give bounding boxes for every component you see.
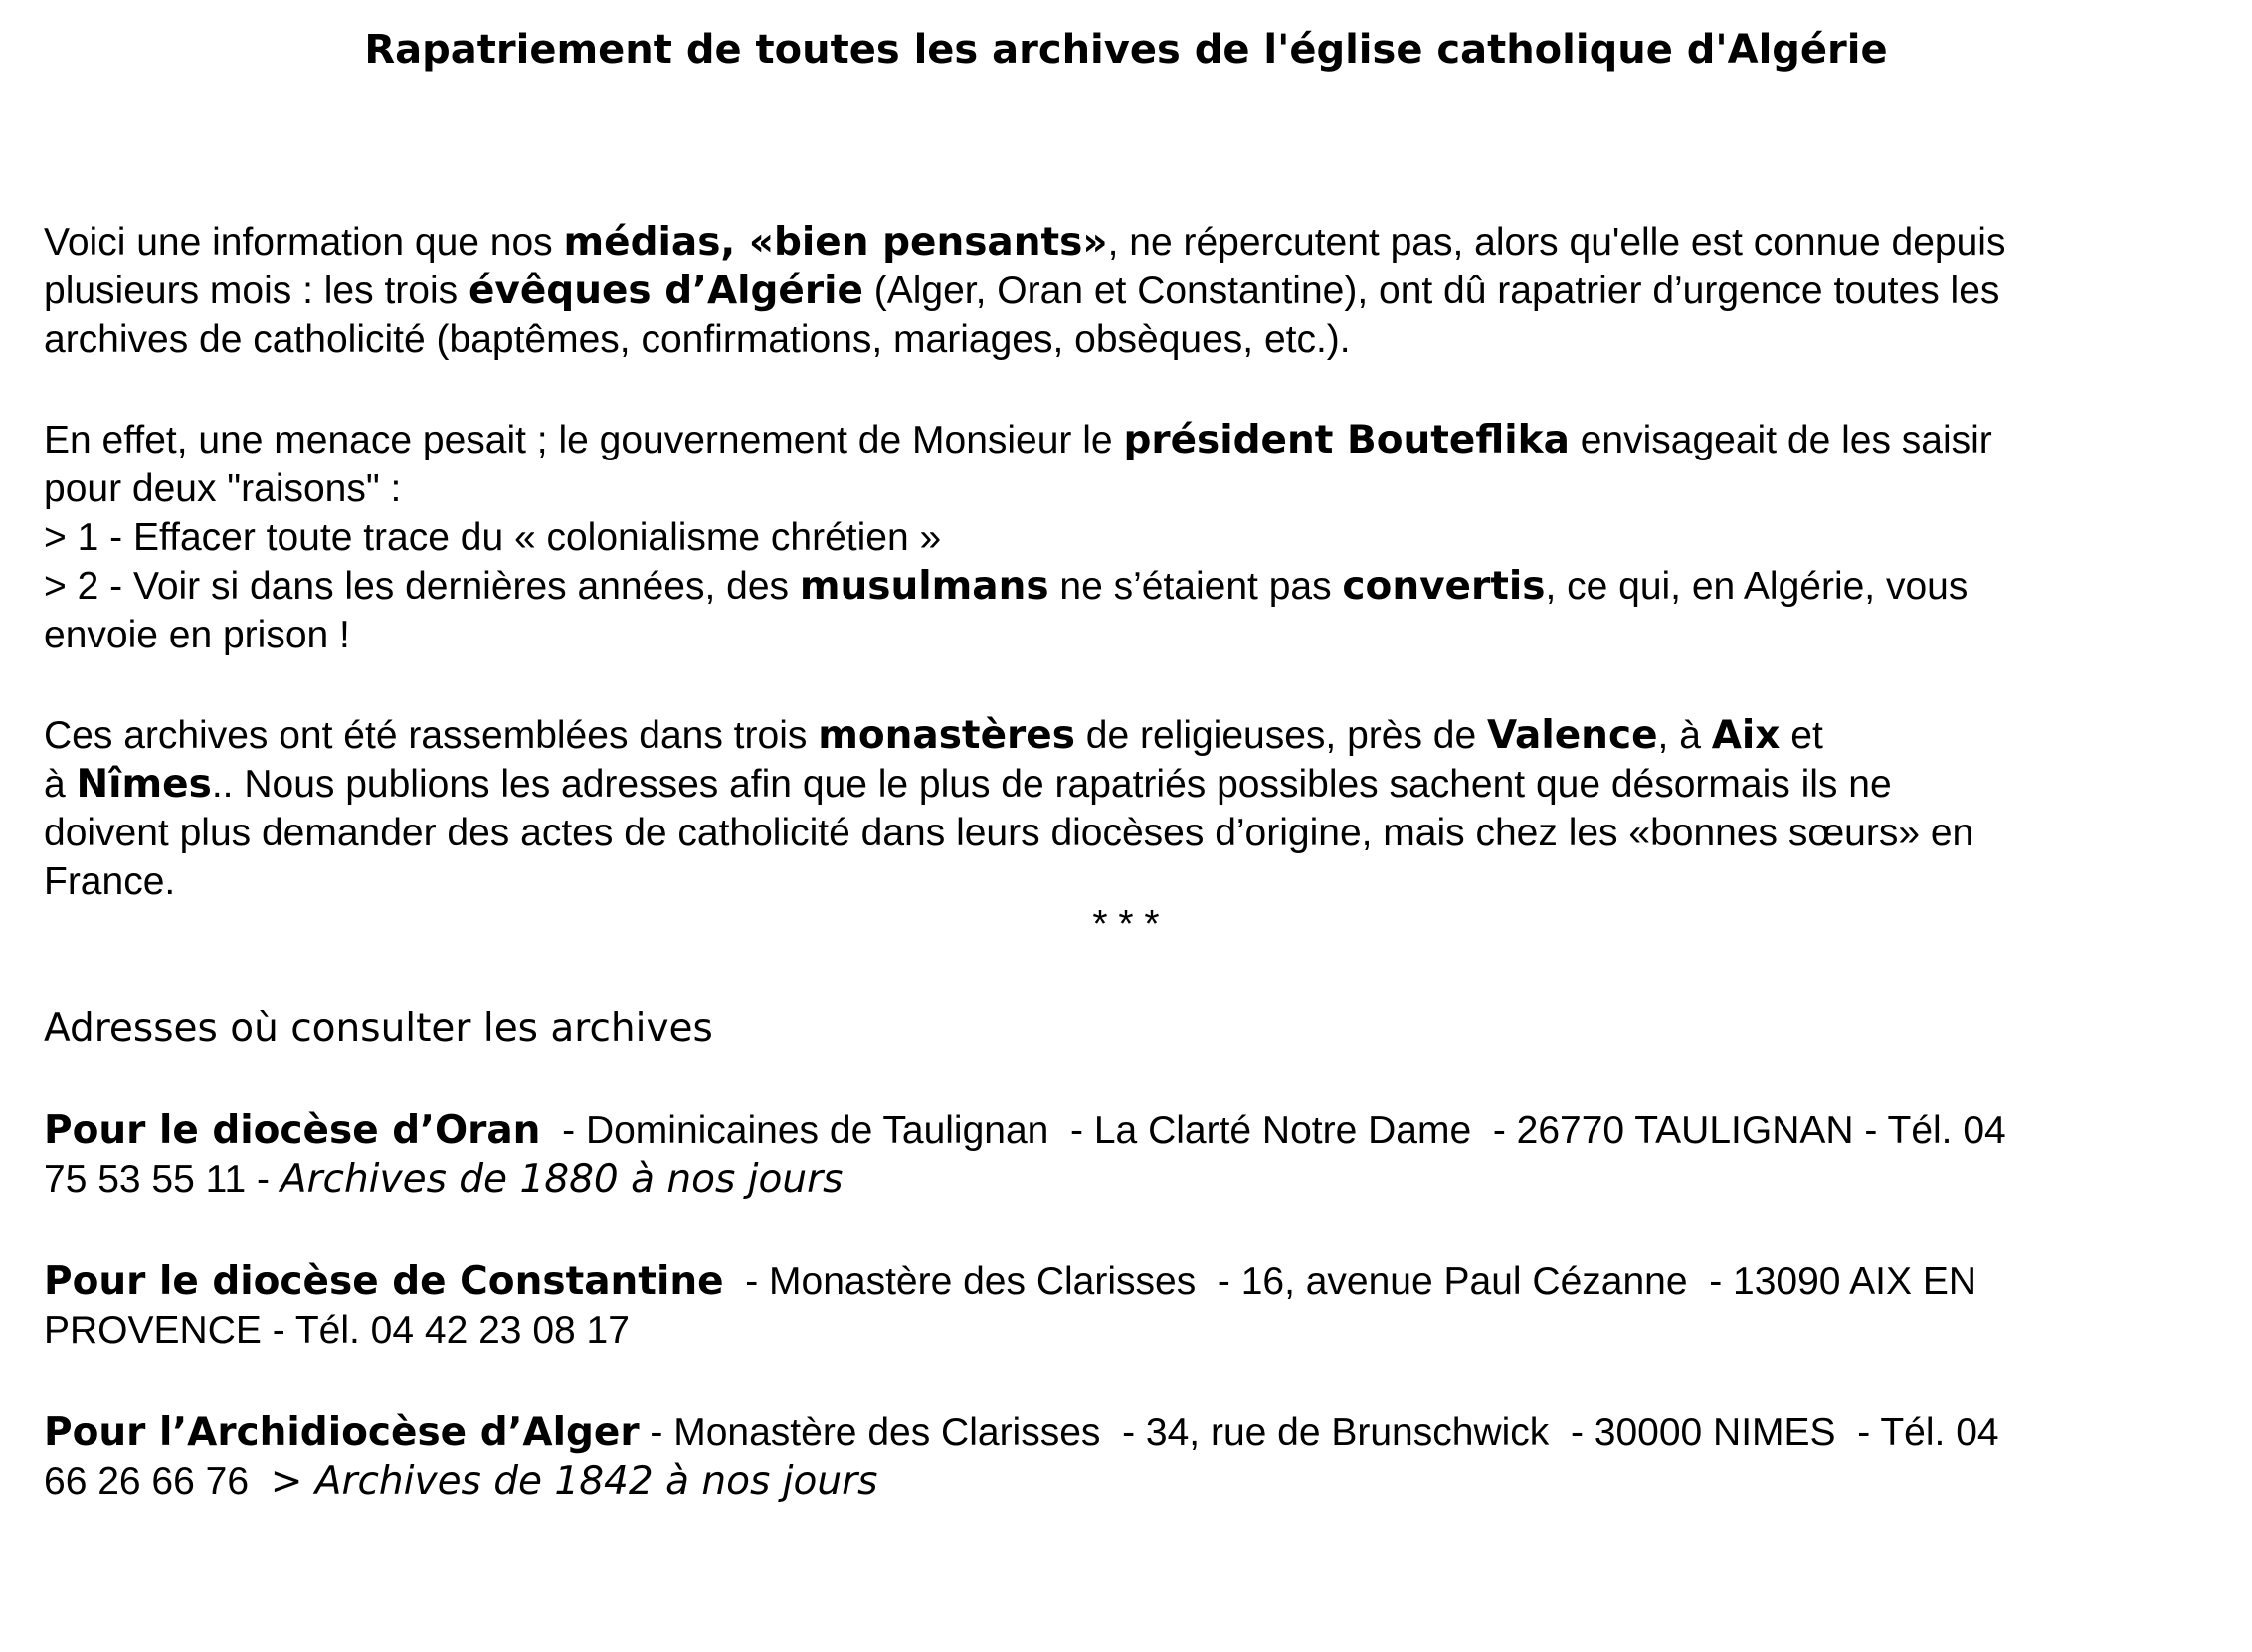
text-line (44, 416, 2222, 464)
text-line: archives de catholicité (baptêmes, confirmations, mariages, obsèques, etc.). (44, 318, 1351, 361)
emphasis-convertis: convertis (1342, 564, 1546, 609)
text-line: doivent plus demander des actes de catholicité dans leurs diocèses d’origine, mais chez les «bonnes sœurs» en (44, 812, 1974, 854)
text-run: (Alger, Oran et Constantine), ont dû rapatrier d’urgence toutes les (862, 270, 2000, 312)
emphasis-monasteres: monastères (818, 713, 1075, 758)
text-run: - Monastère des Clarisses - 34, rue de Brunschwick - 30000 NIMES - Tél. 04 (639, 1411, 1999, 1454)
text-run: 66 26 66 76 (44, 1460, 271, 1503)
emphasis-aix: Aix (1711, 713, 1781, 758)
text-line (44, 218, 2222, 267)
text-run: à (44, 763, 77, 806)
text-run: , à (1657, 714, 1712, 757)
text-line: France. (44, 860, 176, 903)
paragraph-monasteres (44, 711, 2222, 906)
text-run: envisageait de les saisir (1569, 419, 1992, 461)
archives-note-alger: > Archives de 1842 à nos jours (270, 1459, 878, 1504)
reason-1: > 1 - Effacer toute trace du « colonialisme chrétien » (44, 516, 942, 559)
address-label-alger: Pour l’Archidiocèse d’Alger (44, 1410, 640, 1455)
addresses-heading (44, 1005, 2222, 1053)
text-run: , ce qui, en Algérie, vous (1545, 565, 1969, 608)
text-line (44, 1155, 2222, 1203)
emphasis-musulmans: musulmans (799, 564, 1049, 609)
text-run: et (1780, 714, 1823, 757)
text-run: ne s’étaient pas (1048, 565, 1343, 608)
text-line: PROVENCE - Tél. 04 42 23 08 17 (44, 1309, 630, 1352)
text-run: Voici une information que nos (44, 221, 564, 264)
document-title: Rapatriement de toutes les archives de l'église catholique d'Algérie (364, 27, 1888, 73)
emphasis-medias: médias, «bien pensants» (563, 220, 1108, 265)
section-separator: * * * (1092, 903, 1160, 946)
text-run: de religieuses, près de (1074, 714, 1487, 757)
text-line (44, 711, 2222, 760)
text-run: - Dominicaines de Taulignan - La Clarté Notre Dame - 26770 TAULIGNAN - Tél. 04 (540, 1109, 2006, 1152)
text-line: pour deux "raisons" : (44, 467, 402, 510)
text-run: plusieurs mois : les trois (44, 270, 469, 312)
archives-note-oran: Archives de 1880 à nos jours (280, 1157, 844, 1201)
text-run: En effet, une menace pesait ; le gouvernement de Monsieur le (44, 419, 1124, 461)
paragraph-menace (44, 416, 2222, 659)
address-label-constantine: Pour le diocèse de Constantine (44, 1259, 724, 1304)
text-line (44, 760, 2222, 809)
address-oran (44, 1106, 2222, 1203)
text-line (44, 1408, 2222, 1457)
text-run: .. Nous publions les adresses afin que le plus de rapatriés possibles sachent que désormais ils ne (211, 763, 1892, 806)
paragraph-intro (44, 218, 2222, 364)
emphasis-valence: Valence (1487, 713, 1658, 758)
heading-text: Adresses où consulter les archives (44, 1007, 713, 1051)
text-line (44, 1457, 2222, 1506)
emphasis-nimes: Nîmes (76, 762, 212, 807)
reason-2 (44, 562, 2222, 611)
text-run: Ces archives ont été rassemblées dans trois (44, 714, 819, 757)
text-line (44, 1257, 2222, 1306)
text-run: > 2 - Voir si dans les dernières années, des (44, 565, 800, 608)
address-alger (44, 1408, 2222, 1506)
text-run: 75 53 55 11 - (44, 1158, 281, 1200)
emphasis-eveques: évêques d’Algérie (468, 269, 863, 313)
address-label-oran: Pour le diocèse d’Oran (44, 1108, 541, 1153)
address-constantine (44, 1257, 2222, 1355)
text-line (44, 1106, 2222, 1155)
emphasis-president: président Bouteflika (1123, 418, 1570, 462)
text-line (44, 267, 2222, 315)
text-run: - Monastère des Clarisses - 16, avenue Paul Cézanne - 13090 AIX EN (723, 1260, 1977, 1303)
text-line: envoie en prison ! (44, 614, 350, 656)
text-run: , ne répercutent pas, alors qu'elle est connue depuis (1107, 221, 2006, 264)
